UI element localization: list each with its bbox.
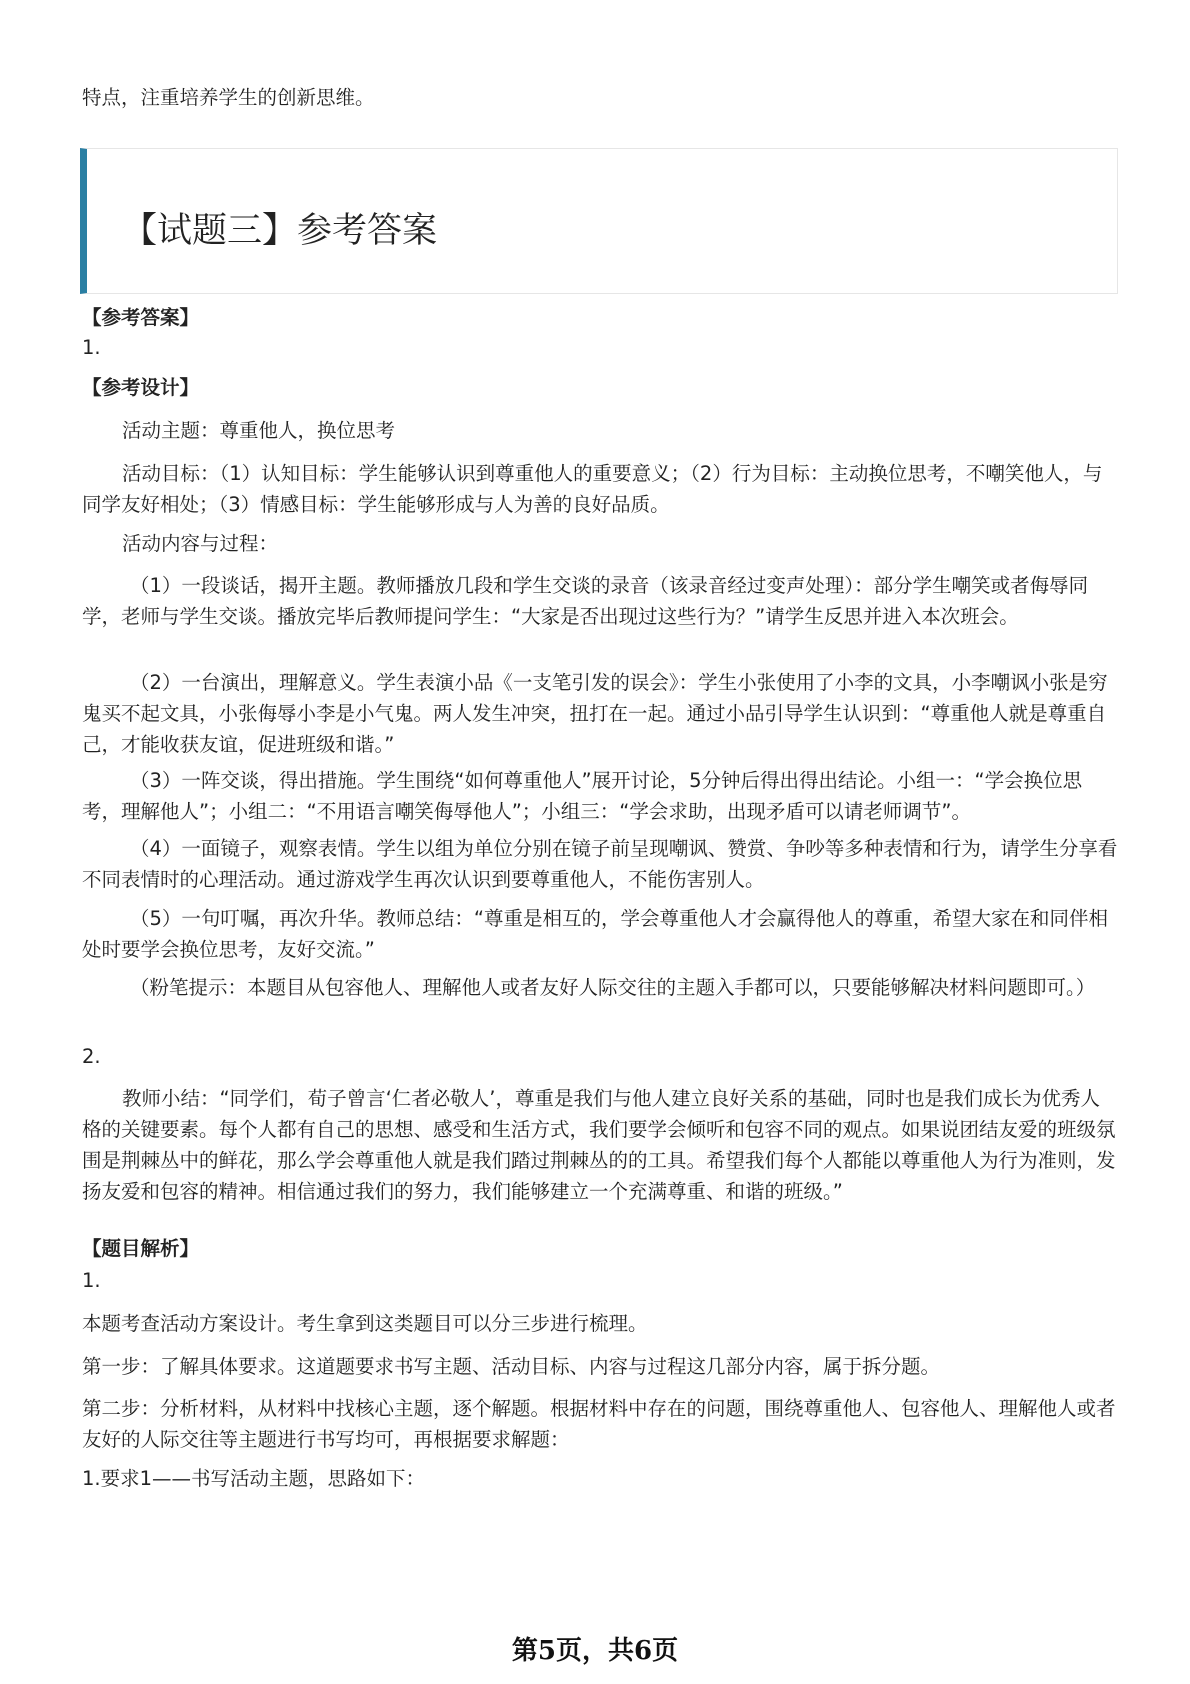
answer-label: 【参考答案】	[82, 306, 200, 329]
analysis-para-3: 第二步：分析材料，从材料中找核心主题，逐个解题。根据材料中存在的问题，围绕尊重他人、包容他人、理解他人或者友好的人际交往等主题进行书写均可，再根据要求解题：	[82, 1397, 1116, 1451]
process-step-4: （4）一面镜子，观察表情。学生以组为单位分别在镜子前呈现嘲讽、赞赏、争吵等多种表情和行为，请学生分享看不同表情时的心理活动。通过游戏学生再次认识到要尊重他人，不能伤害别人。	[82, 837, 1118, 891]
process-label: 活动内容与过程：	[122, 532, 279, 555]
analysis-para-4: 1.要求1——书写活动主题，思路如下：	[82, 1467, 426, 1490]
continuation-line: 特点，注重培养学生的创新思维。	[82, 86, 375, 109]
activity-goals: 活动目标：（1）认知目标：学生能够认识到尊重他人的重要意义；（2）行为目标：主动换位思考，不嘲笑他人，与同学友好相处；（3）情感目标：学生能够形成与人为善的良好品质。	[82, 462, 1103, 516]
section-heading-box	[80, 148, 1118, 294]
tip-note: （粉笔提示：本题目从包容他人、理解他人或者友好人际交往的主题入手都可以，只要能够解决材料问题即可。）	[130, 976, 1096, 999]
process-step-3: （3）一阵交谈，得出措施。学生围绕“如何尊重他人”展开讨论，5分钟后得出得出结论。小组一：“学会换位思考，理解他人”；小组二：“不用语言嘲笑侮辱他人”；小组三：“学会求助，出现矛盾可以请老师调节”。	[82, 769, 1083, 823]
process-step-5: （5）一句叮嘱，再次升华。教师总结：“尊重是相互的，学会尊重他人才会赢得他人的尊重，希望大家在和同伴相处时要学会换位思考，友好交流。”	[82, 907, 1109, 961]
process-step-2: （2）一台演出，理解意义。学生表演小品《一支笔引发的误会》：学生小张使用了小李的文具，小李嘲讽小张是穷鬼买不起文具，小张侮辱小李是小气鬼。两人发生冲突，扭打在一起。通过小品引导学生认识到：“尊重他人就是尊重自己，才能收获友谊，促进班级和谐。”	[82, 671, 1108, 756]
analysis-para-2: 第一步：了解具体要求。这道题要求书写主题、活动目标、内容与过程这几部分内容，属于拆分题。	[82, 1355, 941, 1378]
teacher-summary: 教师小结：“同学们，荀子曾言‘仁者必敬人’，尊重是我们与他人建立良好关系的基础，同时也是我们成长为优秀人格的关键要素。每个人都有自己的思想、感受和生活方式，我们要学会倾听和包容不同的观点。如果说团结友爱的班级氛围是荆棘丛中的鲜花，那么学会尊重他人就是我们踏过荆棘丛的的工具。希望我们每个人都能以尊重他人为行为准则，发扬友爱和包容的精神。相信通过我们的努力，我们能够建立一个充满尊重、和谐的班级。”	[82, 1087, 1116, 1203]
analysis-para-1: 本题考查活动方案设计。考生拿到这类题目可以分三步进行梳理。	[82, 1312, 648, 1335]
analysis-number-1: 1.	[82, 1269, 101, 1292]
item-number-2: 2.	[82, 1045, 101, 1068]
page-footer: 第5页，共6页	[511, 1636, 679, 1666]
section-heading: 【试题三】参考答案	[122, 211, 438, 251]
process-step-1: （1）一段谈话，揭开主题。教师播放几段和学生交谈的录音（该录音经过变声处理）：部分学生嘲笑或者侮辱同学，老师与学生交谈。播放完毕后教师提问学生：“大家是否出现过这些行为？”请学生反思并进入本次班会。	[82, 574, 1089, 628]
activity-theme: 活动主题：尊重他人，换位思考	[122, 419, 396, 442]
item-number-1: 1.	[82, 336, 101, 359]
analysis-label: 【题目解析】	[82, 1237, 200, 1260]
design-label: 【参考设计】	[82, 376, 200, 399]
